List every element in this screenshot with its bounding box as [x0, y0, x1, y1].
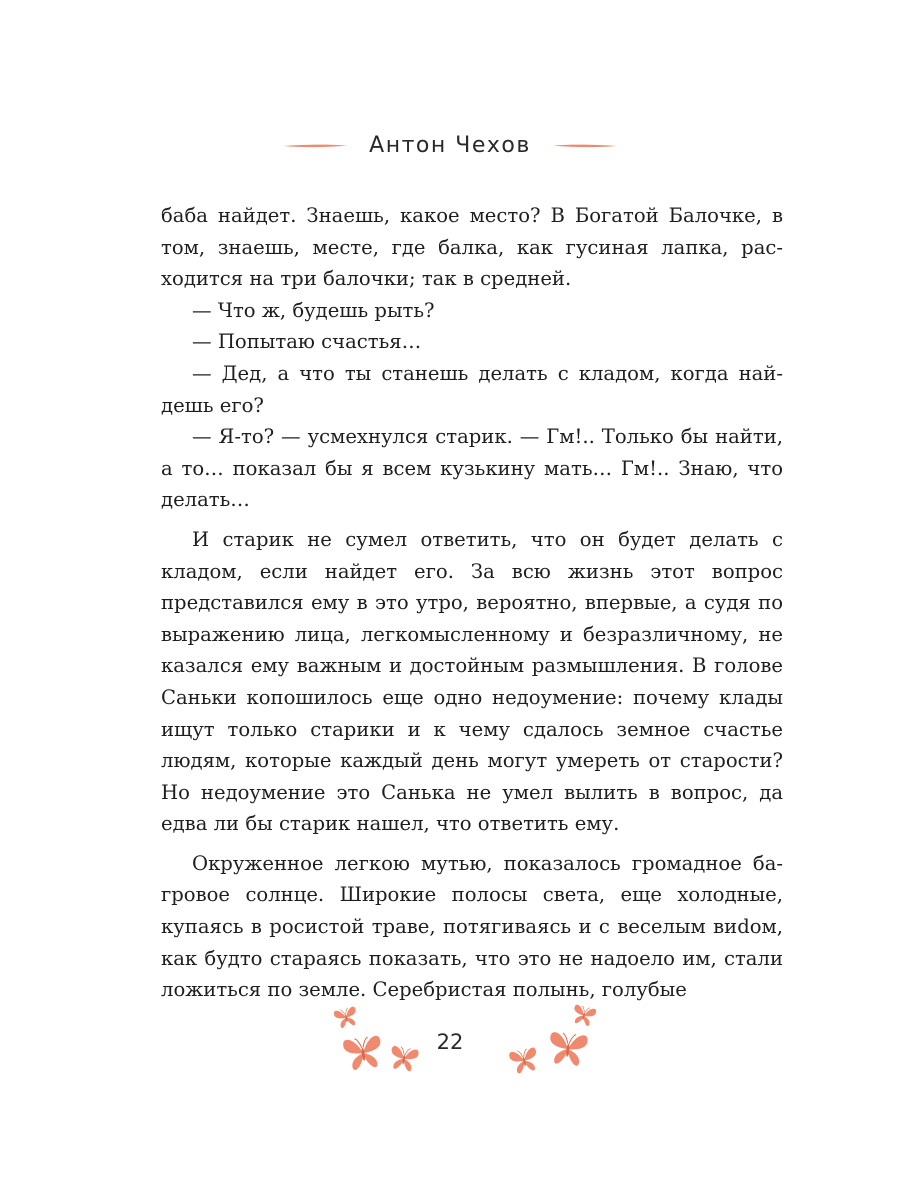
paragraph: баба найдет. Знаешь, какое место? В Богатой Балочке, в том, знаешь, месте, где балка, как гусиная лапка, расходится на три балочки; так в средней. [161, 204, 783, 291]
butterfly-icon [505, 1041, 543, 1079]
paragraph-dialogue: — Я-то? — усмехнулся старик. — Гм!.. Только бы найти, а то… показал бы я всем кузькину мать… Гм!.. Знаю, что делать… [161, 425, 783, 512]
running-header-author: Антон Чехов [369, 133, 531, 158]
page-body-text [161, 200, 783, 1006]
header-dash-right-icon [553, 141, 617, 151]
paragraph: И старик не сумел ответить, что он будет делать с кладом, если найдет его. За всю жизнь этот вопрос представился ему в это утро, вероятно, впервые, а судя по выражению лица, легкомысленному и безразличному, не казался ему важным и достойным размышления. В голове Саньки копошилось еще одно недоумение: почему клады ищут только старики и к чему сдалось земное счастье людям, которые каждый день могут умереть от старости? Но недоумение это Санька не умел вылить в вопрос, да едва ли бы старик нашел, что ответить ему. [161, 527, 783, 836]
paragraph-dialogue: — Попытаю счастья… [192, 330, 422, 354]
page-number: 22 [436, 1030, 464, 1054]
paragraph-dialogue: — Что ж, будешь рыть? [192, 298, 435, 322]
paragraph-dialogue: — Дед, а что ты станешь делать с кладом, когда найдешь его? [161, 361, 783, 417]
running-header [0, 128, 900, 164]
header-dash-left-icon [283, 141, 347, 151]
butterfly-icon [330, 1001, 362, 1033]
page-footer [0, 1000, 900, 1090]
paragraph: Окруженное легкою мутью, показалось громадное багровое солнце. Широкие полосы света, еще холодные, купаясь в росистой траве, потягиваясь и с веселым виdом, как будто стараясь показать, что это не надоело им, стали ложиться по земле. Серебристая полынь, голубые [161, 851, 783, 1002]
butterfly-icon [544, 1024, 592, 1072]
